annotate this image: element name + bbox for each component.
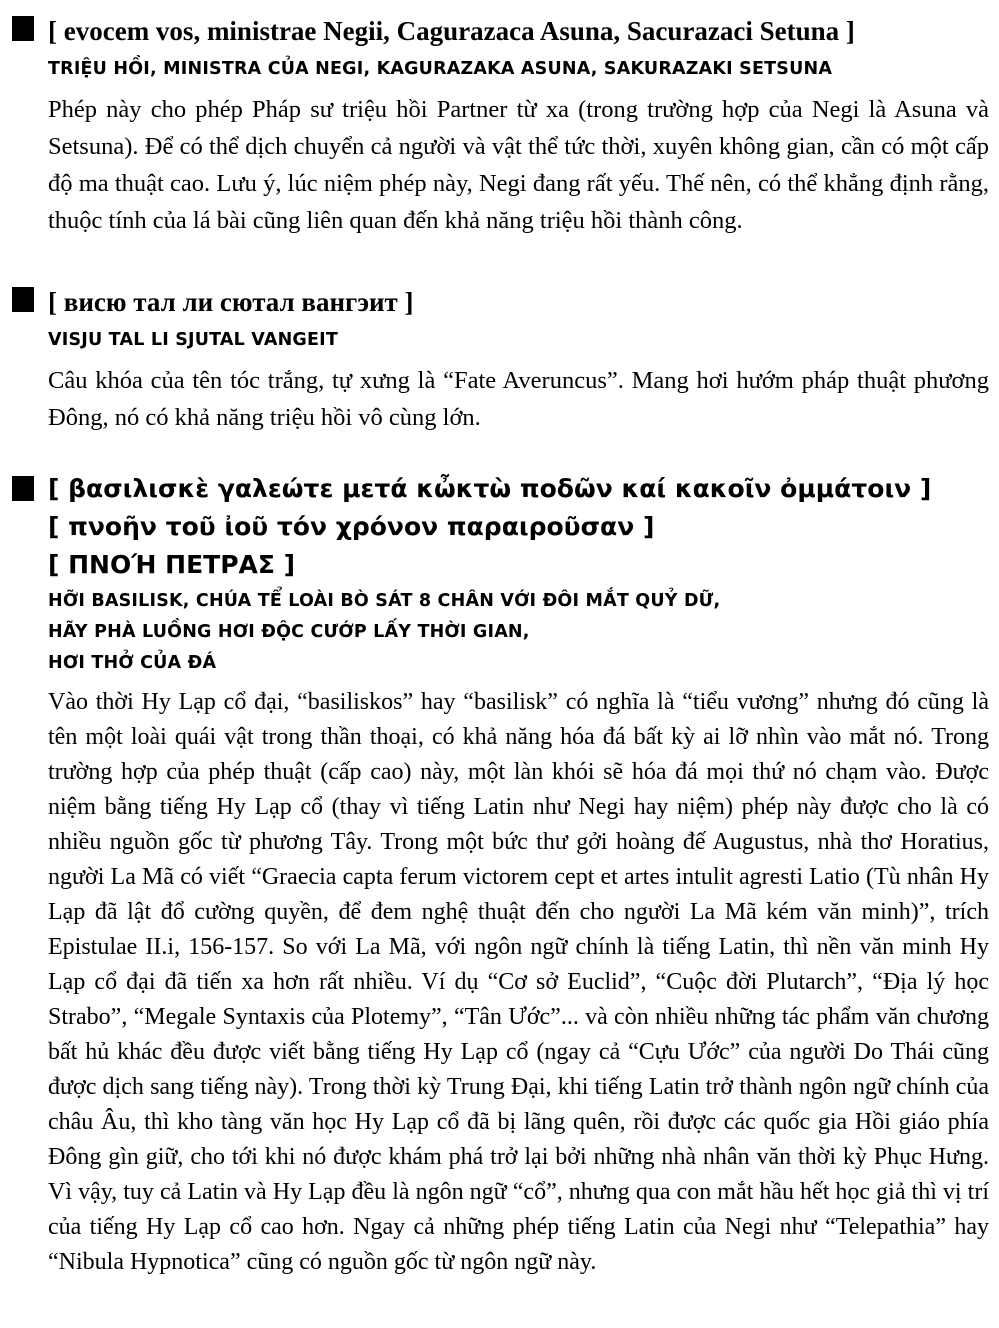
black-square-bullet-icon: [12, 16, 34, 41]
spell-incantation-greek-line-2: [ πνοῆν τοῦ ἰοῦ τόν χρόνον παραιροῦσαν ]: [48, 512, 655, 541]
spell-translation-line-3: HƠI THỞ CỦA ĐÁ: [48, 653, 217, 673]
spell-description-paragraph: Phép này cho phép Pháp sư triệu hồi Partner từ xa (trong trường hợp của Negi là Asuna và Setsuna). Để có thể dịch chuyển cả người và vật thể tức thời, xuyên không gian, cần có một cấp độ ma thuật cao. Lưu ý, lúc niệm phép này, Negi đang rất yếu. Thế nên, có thể khẳng định rằng, thuộc tính của lá bài cũng liên quan đến khả năng triệu hồi thành công.: [48, 96, 989, 234]
spell-translation-caps-block: [48, 54, 993, 85]
spell-entry-pnoe-petras: [12, 470, 993, 1280]
spell-entry-evocem-vos: [12, 10, 993, 239]
spell-translation-caps-block: [48, 586, 993, 679]
spell-entry-visju-tal: [12, 281, 993, 436]
spell-incantation-greek-line-1: [ βασιλισκὲ γαλεώτε μετά κὦκτὼ ποδῶν καί κακοῖν ὀμμάτοιν ]: [48, 474, 932, 503]
spell-incantation-greek-line-3: [ ΠΝΟΉ ΠΕΤΡΑΣ ]: [48, 550, 296, 579]
spell-description-paragraph: Vào thời Hy Lạp cổ đại, “basiliskos” hay “basilisk” có nghĩa là “tiểu vương” nhưng đó cũng là tên một loài quái vật trong thần thoại, có khả năng hóa đá bất kỳ ai lỡ nhìn vào mắt nó. Trong trường hợp của phép thuật (cấp cao) này, một làn khói sẽ hóa đá mọi thứ nó chạm vào. Được niệm bằng tiếng Hy Lạp cổ (thay vì tiếng Latin như Negi hay niệm) phép này được cho là có nhiều nguồn gốc từ phương Tây. Trong một bức thư gởi hoàng đế Augustus, nhà thơ Horatius, người La Mã có viết “Graecia capta ferum victorem cept et artes intulit agresti Latio (Tù nhân Hy Lạp đã lật đổ cường quyền, để đem nghệ thuật đến cho người La Mã kém văn minh)”, trích Epistulae II.i, 156-157. So với La Mã, với ngôn ngữ chính là tiếng Latin, thì nền văn minh Hy Lạp cổ đại đã tiến xa hơn rất nhiều. Ví dụ “Cơ sở Euclid”, “Cuộc đời Plutarch”, “Địa lý học Strabo”, “Megale Syntaxis của Plotemy”, “Tân Ước”... và còn nhiều những tác phẩm văn chương bất hủ khác đều được viết bằng tiếng Hy Lạp cổ (ngay cả “Cựu Ước” của người Do Thái cũng được dịch sang tiếng này). Trong thời kỳ Trung Đại, khi tiếng Latin trở thành ngôn ngữ chính của châu Âu, thì kho tàng văn học Hy Lạp cổ đã bị lãng quên, rồi được các quốc gia Hồi giáo phía Đông gìn giữ, cho tới khi nó được khám phá trở lại bởi những nhà nhân văn thời kỳ Phục Hưng. Vì vậy, tuy cả Latin và Hy Lạp đều là ngôn ngữ “cổ”, nhưng qua con mắt hầu hết học giả thì vị trí của tiếng Hy Lạp cổ cao hơn. Ngay cả những phép tiếng Latin của Negi như “Telepathia” hay “Nibula Hypnotica” cũng có nguồn gốc từ ngôn ngữ này.: [48, 689, 989, 1275]
spell-description-paragraph: Câu khóa của tên tóc trắng, tự xưng là “Fate Averuncus”. Mang hơi hướm pháp thuật phương Đông, nó có khả năng triệu hồi vô cùng lớn.: [48, 367, 989, 431]
spell-translation-caps-block: [48, 325, 993, 356]
spell-incantation-cyrillic: [ висю тал ли сютал вангэит ]: [48, 287, 414, 317]
black-square-bullet-icon: [12, 476, 34, 501]
spell-translation-line: VISJU TAL LI SJUTAL VANGEIT: [48, 330, 338, 350]
spell-translation-line: TRIỆU HỒI, MINISTRA CỦA NEGI, KAGURAZAKA ASUNA, SAKURAZAKI SETSUNA: [48, 59, 833, 79]
spell-translation-line-1: HỠI BASILISK, CHÚA TỂ LOÀI BÒ SÁT 8 CHÂN VỚI ĐÔI MẮT QUỶ DỮ,: [48, 591, 721, 611]
black-square-bullet-icon: [12, 287, 34, 312]
spell-translation-line-2: HÃY PHÀ LUỒNG HƠI ĐỘC CƯỚP LẤY THỜI GIAN,: [48, 622, 530, 642]
spell-incantation-latin: [ evocem vos, ministrae Negii, Cagurazaca Asuna, Sacurazaci Setuna ]: [48, 16, 855, 46]
